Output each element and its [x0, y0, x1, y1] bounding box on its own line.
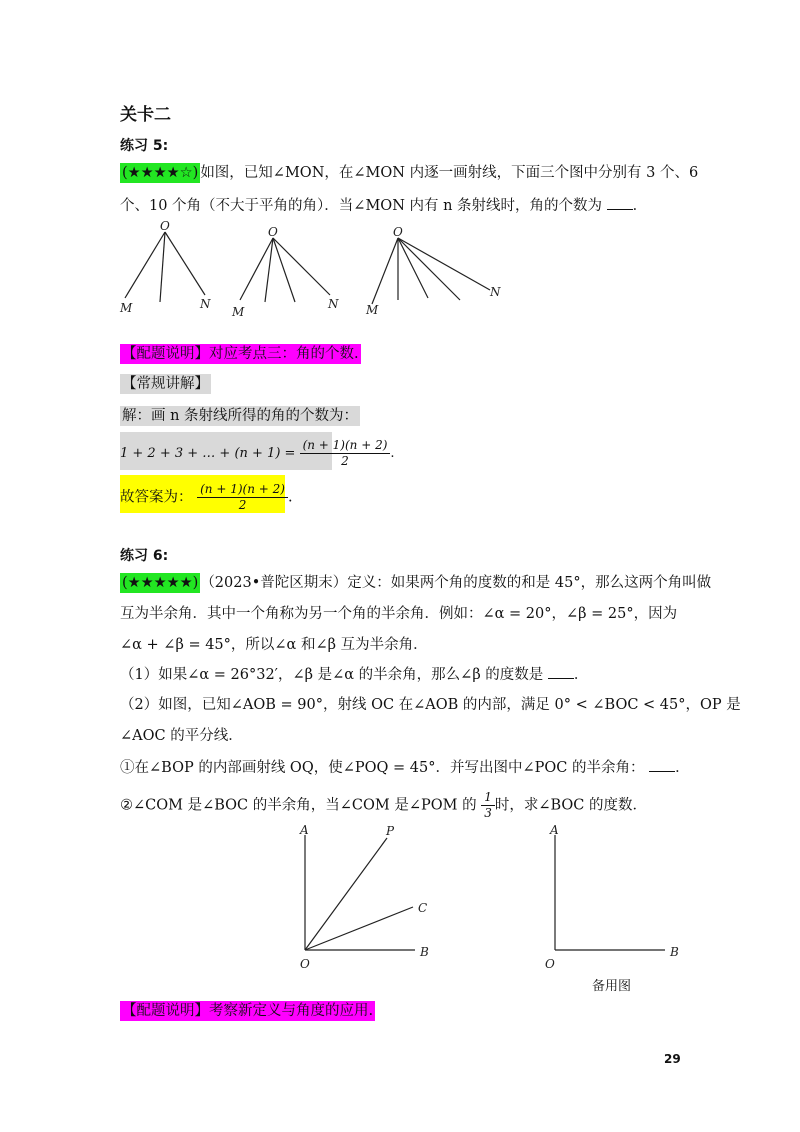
figure-3: [372, 238, 490, 304]
formula-fraction: [300, 438, 391, 469]
difficulty-stars: (★★★★☆): [122, 165, 199, 181]
spare-figure-caption: 备用图: [592, 979, 632, 994]
exercise-5-text1: 如图，已知∠MON，在∠MON 内逐一画射线，下面三个图中分别有 3 个、6: [200, 165, 699, 181]
label-o-3: O: [393, 225, 403, 239]
answer-denominator: 2: [238, 498, 247, 512]
difficulty-stars: (★★★★★): [122, 575, 199, 591]
q2-1-period: ．: [675, 760, 690, 776]
label-p: P: [386, 824, 395, 838]
q2-1-blank: [649, 757, 675, 772]
formula-left: 1 + 2 + 3 + … + (n + 1) =: [120, 446, 296, 461]
exercise-6-note: [120, 1000, 375, 1022]
exercise-6-q2-2: [120, 790, 647, 821]
formula-denominator: 2: [341, 454, 349, 468]
figure-2: [240, 238, 330, 302]
label-o-2: O: [268, 225, 278, 239]
q2-2-numerator: 1: [481, 790, 495, 806]
exercise-5-solution: [120, 405, 360, 427]
q1-blank: [548, 664, 574, 679]
formula: [120, 438, 395, 469]
label-n-2: N: [328, 297, 339, 311]
exercise-6-title: 练习 6:: [120, 548, 169, 564]
page-number: 29: [664, 1052, 681, 1066]
label-n-3: N: [490, 285, 501, 299]
formula-numerator: (n + 1)(n + 2): [300, 438, 391, 454]
label-c: C: [418, 901, 428, 915]
explain-head-text: 【常规讲解】: [122, 376, 209, 392]
answer-period: .: [287, 489, 293, 506]
q2-2-denominator: 3: [484, 806, 492, 820]
q2-2-text-b: 时，求∠BOC 的度数．: [494, 797, 648, 814]
angle-figure-main: [290, 820, 440, 970]
period: ．: [632, 198, 648, 214]
label-o-spare: O: [545, 957, 555, 970]
exercise-5-answer: [120, 482, 293, 513]
exercise-5-title: 练习 5:: [120, 138, 169, 154]
q1-period: ．: [573, 667, 589, 683]
exercise-5-line1: [120, 162, 698, 184]
exercise-6-q2b: ∠AOC 的平分线．: [120, 728, 243, 744]
figure-1: [125, 232, 205, 302]
formula-period: .: [390, 446, 395, 461]
exercise-5-text2: 个、10 个角（不大于平角的角）．当∠MON 内有 n 条射线时，角的个数为: [120, 198, 603, 214]
answer-blank: [607, 195, 633, 210]
exercise-6-q1: [120, 664, 588, 686]
answer-fraction: [197, 482, 288, 513]
rays-figures: [110, 220, 510, 325]
exercise-6-text1: （2023•普陀区期末）定义：如果两个角的度数的和是 45°，那么这两个角叫做: [200, 575, 712, 591]
exercise-6-line1: [120, 572, 711, 594]
q2-1-text: ①在∠BOP 的内部画射线 OQ，使∠POQ = 45°．并写出图中∠POC 的半余角：: [120, 760, 645, 776]
exercise-5-line2: [120, 195, 647, 217]
section-title: 关卡二: [120, 105, 171, 125]
q2-2-fraction: [481, 790, 495, 821]
angle-figure-spare: [540, 820, 690, 970]
label-o: O: [300, 957, 310, 970]
exercise-6-line2: 互为半余角．其中一个角称为另一个角的半余角．例如：∠α = 20°，∠β = 25°，因为: [120, 606, 678, 622]
label-b-spare: B: [670, 945, 679, 959]
label-m-2: M: [232, 305, 245, 319]
exercise-6-line3: ∠α + ∠β = 45°，所以∠α 和∠β 互为半余角．: [120, 637, 428, 653]
label-b: B: [420, 945, 429, 959]
exercise-6-q2: （2）如图，已知∠AOB = 90°，射线 OC 在∠AOB 的内部，满足 0° < ∠BOC < 45°，OP 是: [120, 697, 741, 713]
label-o-1: O: [160, 220, 170, 233]
solution-text: 解：画 n 条射线所得的角的个数为：: [122, 408, 359, 424]
label-a: A: [300, 823, 309, 837]
label-n-1: N: [200, 297, 211, 311]
q1-text: （1）如果∠α = 26°32′，∠β 是∠α 的半余角，那么∠β 的度数是: [120, 667, 544, 683]
label-m-1: M: [120, 301, 133, 315]
exercise-5-note: [120, 343, 361, 365]
label-m-3: M: [366, 303, 379, 317]
exercise-6-q2-1: [120, 757, 690, 779]
answer-numerator: (n + 1)(n + 2): [197, 482, 288, 498]
label-a-spare: A: [550, 823, 559, 837]
q2-2-text-a: ②∠COM 是∠BOC 的半余角，当∠COM 是∠POM 的: [120, 797, 477, 814]
exercise-5-explain-head: [120, 373, 211, 395]
answer-prefix: 故答案为：: [120, 489, 193, 506]
note-text: 【配题说明】考察新定义与角度的应用.: [122, 1003, 374, 1019]
note-text: 【配题说明】对应考点三：角的个数.: [122, 346, 359, 362]
